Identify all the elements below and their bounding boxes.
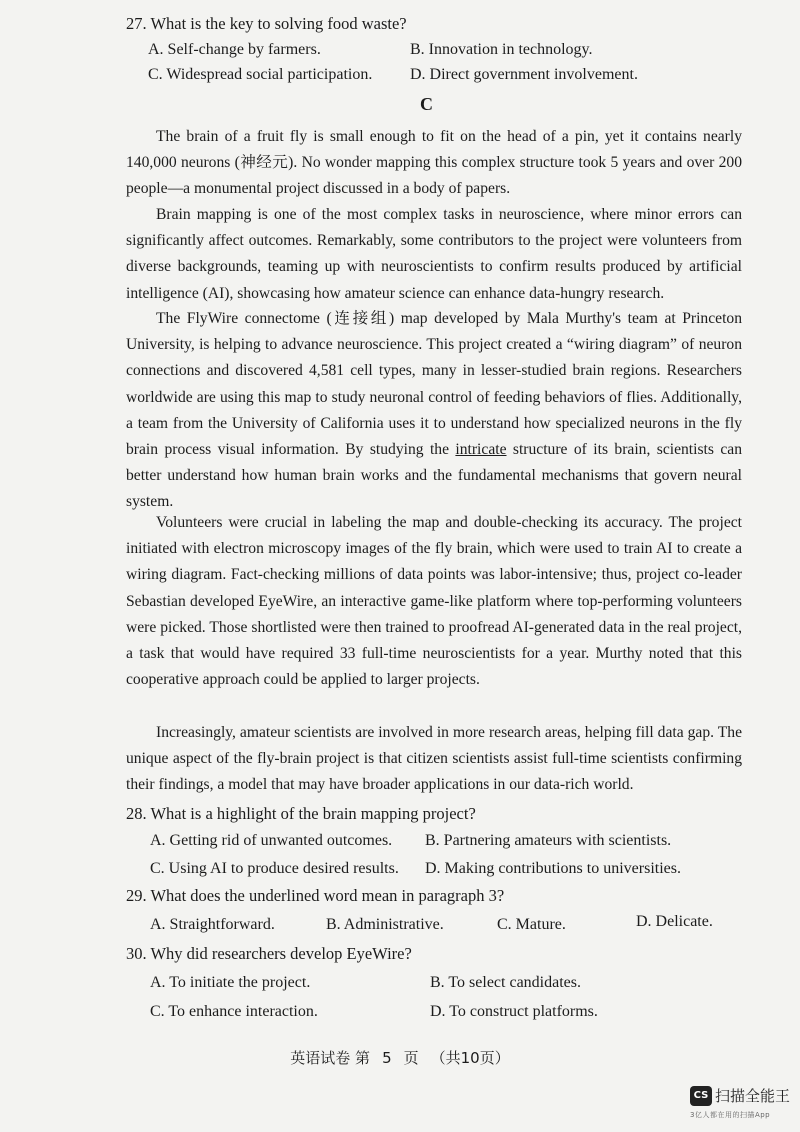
section-heading: C [420,94,433,114]
paragraph-3-text-end: structure of its brain, scientists can better understand how human brain works and the fundamental mechanisms that govern neural system. [126,441,742,511]
watermark-tagline: 3亿人都在用的扫描App [690,1111,771,1119]
q29-option-b: B. Administrative. [326,916,444,933]
watermark-app-name: 扫描全能王 [715,1087,791,1105]
question-28-stem: 28. What is a highlight of the brain mapping project? [126,804,476,823]
passage-paragraph-4: Volunteers were crucial in labeling the map and double-checking its accuracy. The project initiated with electron microscopy images of the fly brain, which were used to train AI to create a wiring diagram. Fact-checking millions of data points was labor-intensive; thus, project co-leader Sebastian developed EyeWire, an interactive game-like platform where top-performing volunteers were picked. Those shortlisted were then trained to proofread AI-generated data in the real project, a task that would have required 33 full-time neuroscientists for a year. Murthy noted that this cooperative approach could be applied to larger projects. [126,514,742,689]
passage-paragraph-2: Brain mapping is one of the most complex tasks in neuroscience, where minor errors can significantly affect outcomes. Remarkably, some contributors to the project were volunteers from diverse backgrounds, teaming up with neuroscientists to confirm results produced by artificial intelligence (AI), showcasing how amateur science can enhance data-hungry research. [126,206,742,302]
q28-option-b: B. Partnering amateurs with scientists. [425,832,672,849]
q29-option-c: C. Mature. [497,916,566,933]
scanner-watermark [690,1083,800,1128]
q27-option-d: D. Direct government involvement. [410,66,638,83]
q27-option-b: B. Innovation in technology. [410,41,593,58]
passage-paragraph-3 [126,306,742,516]
passage-paragraph-1: The brain of a fruit fly is small enough to fit on the head of a pin, yet it contains nearly 140,000 neurons (神经元). No wonder mapping this complex structure took 5 years and over 200 people—a monumental project discussed in a body of papers. [126,128,742,198]
question-30-stem: 30. Why did researchers develop EyeWire? [126,944,412,963]
q28-option-c: C. Using AI to produce desired results. [150,860,399,877]
q30-option-a: A. To initiate the project. [150,974,311,991]
footer-page-unit: 页 [403,1049,419,1067]
question-27-stem: 27. What is the key to solving food waste? [126,14,407,33]
q28-option-d: D. Making contributions to universities. [425,860,681,877]
camscanner-logo-icon: CS [690,1086,712,1106]
q30-option-b: B. To select candidates. [430,974,581,991]
q30-option-c: C. To enhance interaction. [150,1003,318,1020]
question-29-stem: 29. What does the underlined word mean in paragraph 3? [126,886,505,905]
footer-page-number: 5 [382,1049,392,1067]
footer-total-pages: （共10页） [430,1049,510,1067]
q29-option-a: A. Straightforward. [150,916,275,933]
underlined-word: intricate [455,441,507,459]
q27-option-a: A. Self-change by farmers. [148,41,321,58]
footer-label: 英语试卷 第 [290,1049,371,1067]
passage-paragraph-5: Increasingly, amateur scientists are involved in more research areas, helping fill data gap. The unique aspect of the fly-brain project is that citizen scientists assist full-time scientists confirming their findings, a model that may have broader applications in our data-rich world. [126,724,742,794]
paragraph-3-text-start: The FlyWire connectome (连接组) map developed by Mala Murthy's team at Princeton University, is helping to advance neuroscience. This project created a “wiring diagram” of neuron connections and discovered 4,581 cell types, many in lesser-studied brain regions. Researchers worldwide are using this map to study neuronal control of feeding behaviors of flies. Additionally, a team from the University of California uses it to understand how specialized neurons in the fly brain process visual information. By studying the [126,310,742,459]
q27-option-c: C. Widespread social participation. [148,66,373,83]
page-footer [0,1047,800,1068]
q28-option-a: A. Getting rid of unwanted outcomes. [150,832,393,849]
q29-option-d: D. Delicate. [636,913,713,930]
q30-option-d: D. To construct platforms. [430,1003,598,1020]
